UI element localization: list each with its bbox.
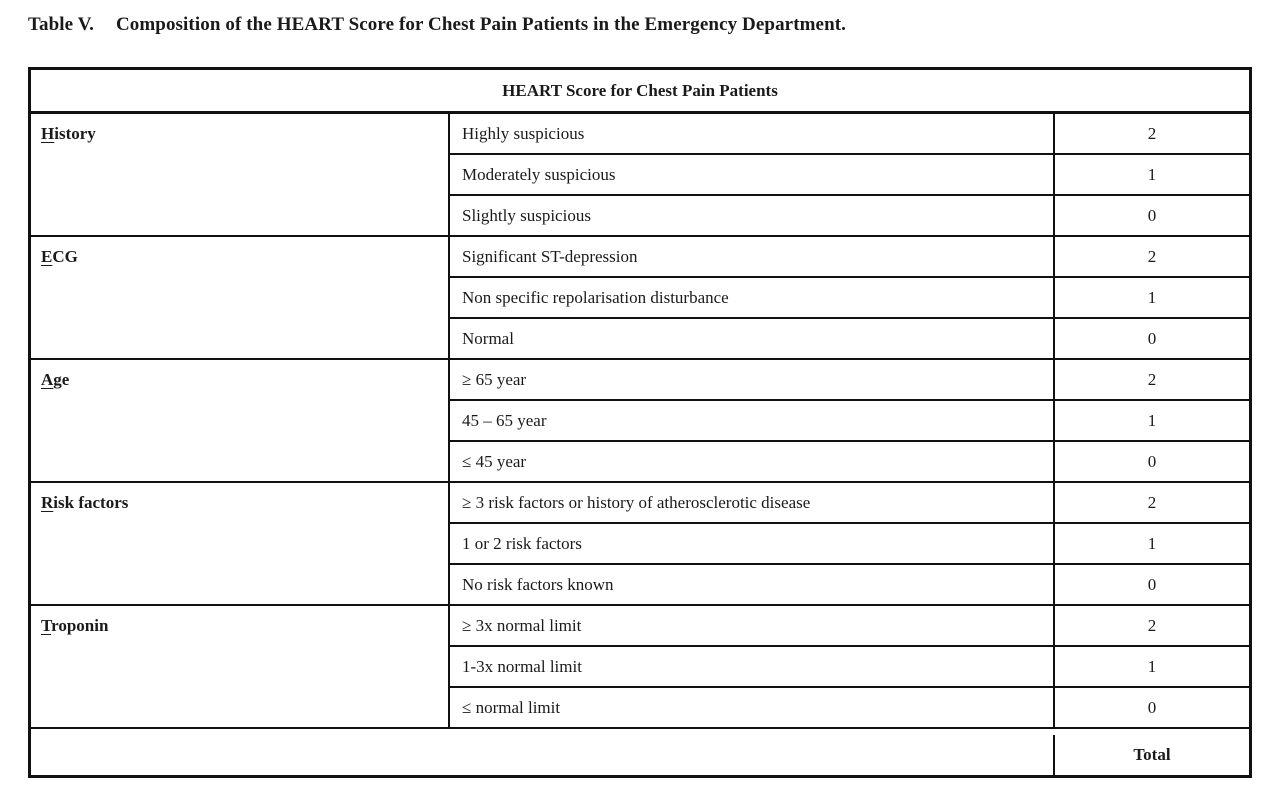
category-initial: R <box>41 493 54 512</box>
criterion-cell: ≥ 3x normal limit <box>450 606 1055 645</box>
table-row <box>450 606 1249 647</box>
total-cell: Total <box>1133 745 1171 764</box>
table-row <box>450 114 1249 155</box>
category-label: roponin <box>51 616 109 635</box>
table-row <box>450 360 1249 401</box>
table-row <box>450 401 1249 442</box>
category-history <box>31 114 450 237</box>
points-cell: 0 <box>1147 574 1157 594</box>
table-row <box>450 319 1249 360</box>
category-initial: H <box>41 124 55 143</box>
criterion-cell: Moderately suspicious <box>450 155 1055 194</box>
category-initial: T <box>41 616 52 635</box>
category-initial: E <box>41 247 53 266</box>
table-row <box>450 278 1249 319</box>
criterion-cell: 1-3x normal limit <box>450 647 1055 686</box>
table-caption <box>28 14 846 36</box>
table-title: Composition of the HEART Score for Chest Pain Patients in the Emergency Department. <box>115 14 847 35</box>
points-cell: 2 <box>1147 123 1157 143</box>
points-cell: 0 <box>1147 451 1157 471</box>
criterion-cell: Normal <box>450 319 1055 358</box>
table-row <box>450 688 1249 729</box>
points-cell: 2 <box>1147 369 1157 389</box>
total-row <box>31 735 1249 775</box>
heart-score-table <box>28 67 1252 778</box>
table-row <box>450 155 1249 196</box>
criterion-cell: No risk factors known <box>450 565 1055 604</box>
points-cell: 0 <box>1147 205 1157 225</box>
points-cell: 2 <box>1147 615 1157 635</box>
category-label: CG <box>52 247 78 266</box>
category-label: ge <box>53 370 70 389</box>
table-row <box>450 524 1249 565</box>
criterion-cell: Significant ST-depression <box>450 237 1055 276</box>
criterion-cell: Highly suspicious <box>450 114 1055 153</box>
criterion-cell: Slightly suspicious <box>450 196 1055 235</box>
table-number: Table V. <box>28 14 94 35</box>
category-label: isk factors <box>53 493 129 512</box>
table-row <box>450 483 1249 524</box>
points-cell: 2 <box>1147 492 1157 512</box>
total-blank-cell <box>31 735 1055 775</box>
points-cell: 1 <box>1147 287 1157 307</box>
points-cell: 1 <box>1147 656 1157 676</box>
criterion-cell: ≤ 45 year <box>450 442 1055 481</box>
category-troponin <box>31 606 450 729</box>
category-age <box>31 360 450 483</box>
criterion-cell: Non specific repolarisation disturbance <box>450 278 1055 317</box>
category-initial: A <box>41 370 54 389</box>
table-row <box>450 442 1249 483</box>
criterion-cell: ≥ 65 year <box>450 360 1055 399</box>
points-cell: 1 <box>1147 410 1157 430</box>
criterion-cell: ≥ 3 risk factors or history of atherosclerotic disease <box>450 483 1055 522</box>
category-ecg <box>31 237 450 360</box>
points-cell: 1 <box>1147 533 1157 553</box>
points-cell: 0 <box>1147 697 1157 717</box>
category-risk-factors <box>31 483 450 606</box>
table-row <box>450 565 1249 606</box>
points-cell: 1 <box>1147 164 1157 184</box>
table-body <box>31 114 1249 775</box>
table-row <box>450 647 1249 688</box>
table-row <box>450 196 1249 237</box>
points-cell: 2 <box>1147 246 1157 266</box>
points-cell: 0 <box>1147 328 1157 348</box>
criterion-cell: 45 – 65 year <box>450 401 1055 440</box>
criterion-cell: 1 or 2 risk factors <box>450 524 1055 563</box>
criterion-cell: ≤ normal limit <box>450 688 1055 727</box>
table-header: HEART Score for Chest Pain Patients <box>31 70 1249 114</box>
table-row <box>450 237 1249 278</box>
category-label: istory <box>54 124 96 143</box>
